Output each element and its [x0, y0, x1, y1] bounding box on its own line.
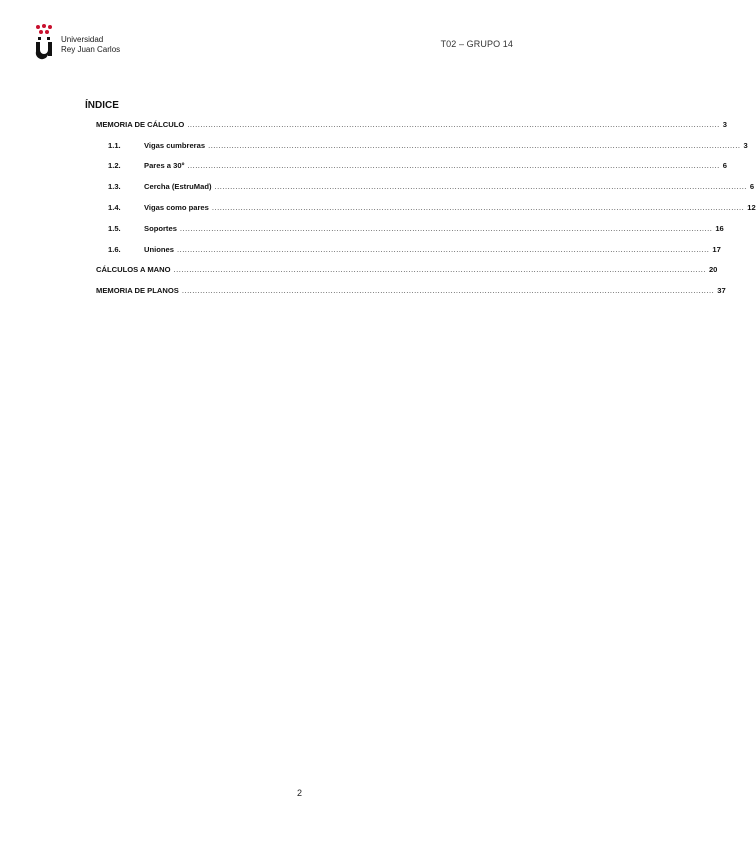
toc-entry-label: Vigas cumbreras	[144, 140, 206, 150]
toc-leader-dots: ............................................................................................................................................................................................................	[173, 265, 706, 275]
toc-leader-dots: ............................................................................................................................................................................................................	[179, 223, 713, 233]
toc-entry[interactable]	[96, 135, 748, 156]
toc-entry-number: 1.4.	[108, 203, 121, 213]
toc-leader-dots: ............................................................................................................................................................................................................	[211, 203, 745, 213]
toc-entry-label: Uniones	[144, 244, 174, 254]
toc-entry-label: Cercha (EstruMad)	[144, 182, 212, 192]
toc-entry-label: MEMORIA DE CÁLCULO	[96, 119, 185, 129]
toc-entry-page: 17	[712, 244, 721, 254]
header-group-label: T02 – GRUPO 14	[440, 39, 513, 49]
toc-entry-page: 16	[715, 223, 724, 233]
toc-entry-number: 1.2.	[108, 161, 121, 171]
toc-leader-dots: ............................................................................................................................................................................................................	[181, 286, 715, 296]
toc-leader-dots: ............................................................................................................................................................................................................	[187, 119, 720, 129]
toc-entry-label: CÁLCULOS A MANO	[96, 265, 171, 275]
toc-entry[interactable]	[96, 280, 726, 301]
toc-entry[interactable]	[96, 197, 756, 218]
toc-entry[interactable]	[96, 176, 755, 197]
toc-entry-page: 20	[708, 265, 718, 275]
toc-entry-label: Vigas como pares	[144, 203, 209, 213]
toc-entry[interactable]	[96, 114, 727, 135]
toc-entry-number: 1.6.	[108, 244, 121, 254]
toc-entry[interactable]	[96, 260, 718, 281]
toc-entry[interactable]	[96, 239, 721, 260]
toc-entry-page: 6	[749, 182, 755, 192]
toc-entry[interactable]	[96, 218, 724, 239]
toc-leader-dots: ............................................................................................................................................................................................................	[214, 182, 747, 192]
toc-entry-number: 1.3.	[108, 182, 121, 192]
page-number: 2	[296, 788, 302, 798]
toc-entry[interactable]	[96, 156, 727, 177]
toc-entry-page: 3	[722, 119, 727, 129]
university-logo	[34, 24, 120, 56]
toc-entry-number: 1.1.	[108, 140, 121, 150]
toc-entry-page: 6	[722, 161, 727, 171]
urjc-logo-icon	[34, 24, 54, 56]
table-of-contents	[96, 114, 756, 301]
toc-entry-page: 12	[747, 203, 756, 213]
toc-entry-number: 1.5.	[108, 223, 121, 233]
toc-entry-label: MEMORIA DE PLANOS	[96, 286, 179, 296]
logo-text	[61, 35, 120, 55]
toc-entry-label: Soportes	[144, 223, 177, 233]
toc-leader-dots: ............................................................................................................................................................................................................	[176, 244, 710, 254]
logo-line-1: Universidad	[61, 35, 104, 44]
toc-title: ÍNDICE	[85, 100, 119, 111]
logo-line-2: Rey Juan Carlos	[61, 45, 121, 54]
toc-entry-page: 37	[717, 286, 726, 296]
toc-leader-dots: ............................................................................................................................................................................................................	[187, 161, 720, 171]
toc-leader-dots: ............................................................................................................................................................................................................	[208, 140, 741, 150]
toc-entry-page: 3	[743, 140, 748, 150]
toc-entry-label: Pares a 30º	[144, 161, 185, 171]
